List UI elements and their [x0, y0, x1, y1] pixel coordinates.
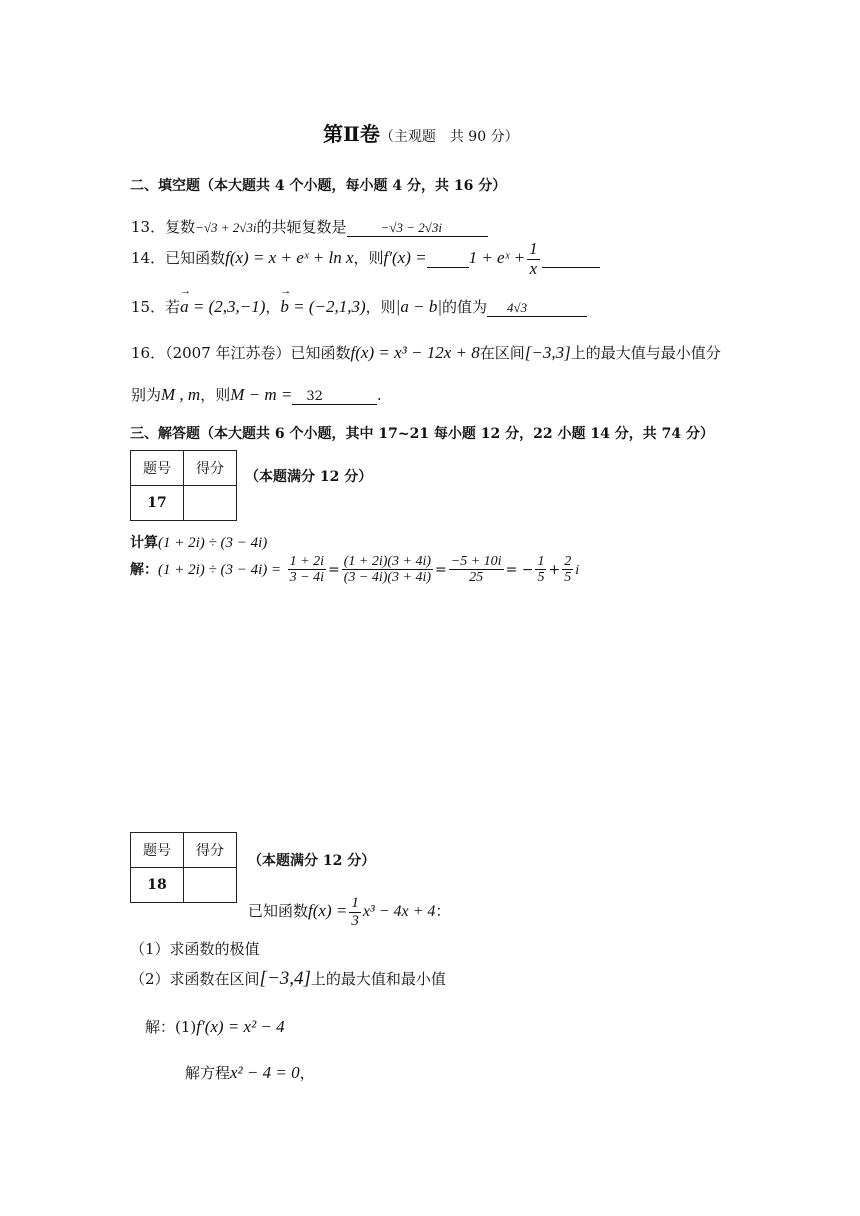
q13-blank-left — [347, 218, 381, 237]
q17-prompt-label: 计算 — [130, 535, 158, 551]
q15-vector-a: → a = (2,3,−1) — [180, 297, 265, 317]
q14-lhs: f′(x) = — [383, 248, 427, 268]
q17-f1-num: 1 + 2i — [289, 554, 324, 569]
q17-fraction-5 — [562, 554, 573, 586]
q18-given-lhs: f(x) = — [308, 901, 348, 920]
q13-text2: 的共轭复数是 — [256, 218, 347, 236]
q16-lhs: M − m = — [230, 385, 293, 404]
q18-solution2-text: 解方程 — [185, 1064, 231, 1082]
q17-f1-den: 3 − 4i — [289, 570, 324, 586]
q14-answer: 1 + eˣ + — [468, 248, 526, 268]
q17-f2-num: (1 + 2i)(3 + 4i) — [343, 554, 432, 569]
question-16-line2 — [131, 384, 382, 405]
q13-text: 复数 — [165, 218, 196, 236]
q16-end: . — [376, 386, 382, 404]
q18-number-cell: 18 — [131, 868, 184, 903]
q15-text3: 的值为 — [442, 298, 488, 316]
q16-expr: f(x) = x³ − 12x + 8 — [350, 343, 480, 362]
q18-part1: （1）求函数的极值 — [130, 940, 260, 958]
section3-heading: 三、解答题（本大题共 6 个小题，其中 17~21 每小题 12 分，22 小题 14 分，共 74 分） — [130, 426, 714, 442]
q17-table-header-number: 题号 — [131, 451, 184, 486]
q18-score-cell[interactable] — [184, 868, 237, 903]
q17-f5-num: 2 — [564, 554, 572, 569]
section2-heading: 二、填空题（本大题共 4 个小题，每小题 4 分，共 16 分） — [130, 178, 507, 194]
q14-text2: ，则 — [353, 249, 384, 268]
q18-part2-text: （2）求函数在区间 — [130, 970, 260, 988]
q18-given-end: ： — [435, 902, 451, 920]
q13-expr: −√3 + 2√3i — [195, 220, 257, 235]
q17-solution — [130, 554, 579, 586]
q18-table-header-number: 题号 — [131, 833, 184, 868]
q14-answer-fraction — [527, 240, 540, 278]
q18-part2-text2: 上的最大值和最小值 — [310, 970, 446, 988]
q17-solution-label: 解： — [130, 561, 158, 578]
q15-number: 15． — [131, 298, 166, 316]
q18-solution2-end: ， — [299, 1064, 315, 1082]
q18-given-fraction — [349, 895, 361, 929]
q18-solution-label: 解：(1) — [145, 1018, 197, 1036]
q18-fraction-num: 1 — [351, 895, 359, 911]
q17-score-table — [130, 450, 237, 521]
q14-fraction-num: 1 — [529, 239, 538, 258]
q18-score-table — [130, 832, 237, 903]
q17-eq-2: = — [435, 561, 447, 578]
q18-part2 — [130, 968, 446, 990]
q14-number: 14． — [131, 249, 166, 268]
q17-f4-num: 1 — [537, 554, 545, 569]
q17-f4-den: 5 — [537, 570, 545, 586]
question-13 — [131, 216, 488, 237]
q17-f5-den: 5 — [564, 570, 572, 586]
q15-blank-right — [527, 298, 587, 317]
q17-f2-den: (3 − 4i)(3 + 4i) — [343, 570, 432, 586]
q18-solution2-expr: x² − 4 = 0 — [230, 1063, 300, 1082]
q16-blank-right — [323, 386, 377, 405]
q17-fraction-2 — [342, 554, 433, 586]
q16-blank-left — [292, 386, 306, 405]
question-15 — [131, 296, 587, 317]
q16-mm: M , m — [161, 385, 201, 404]
q17-eq-1: = — [327, 561, 340, 578]
q18-table-header-score: 得分 — [184, 833, 237, 868]
q17-neg: = − — [505, 561, 534, 578]
q18-fraction-den: 3 — [351, 912, 359, 929]
q16-text3: 上的最大值与最小值分 — [570, 344, 721, 362]
q17-solution-lhs: (1 + 2i) ÷ (3 − 4i) = — [158, 561, 282, 578]
q14-text: 已知函数 — [165, 249, 226, 268]
q14-expr: f(x) = x + eˣ + ln x — [225, 248, 354, 268]
q16-text2: 在区间 — [479, 344, 525, 362]
q15-blank-left — [487, 298, 507, 317]
q17-number-cell: 17 — [131, 486, 184, 521]
q13-answer: −√3 − 2√3i — [380, 220, 442, 235]
q17-fraction-3 — [449, 554, 504, 586]
q15-answer: 4√3 — [507, 300, 528, 315]
q16-interval: [−3,3] — [524, 343, 571, 362]
q14-blank-left — [427, 249, 469, 268]
q15-text2: ，则 — [365, 298, 396, 316]
q18-given-text: 已知函数 — [248, 902, 309, 920]
q16-text5: ，则 — [200, 386, 231, 404]
q17-f3-den: 25 — [469, 570, 484, 586]
q18-given-rest: x³ − 4x + 4 — [362, 903, 436, 920]
page-title — [323, 118, 519, 147]
q13-blank-right — [442, 218, 488, 237]
q15-sep: ， — [265, 298, 281, 316]
q13-number: 13． — [131, 218, 166, 236]
q17-prompt-expr: (1 + 2i) ÷ (3 − 4i) — [158, 535, 268, 551]
q15-norm: |a − b| — [395, 297, 442, 316]
question-14 — [131, 240, 600, 278]
q17-fraction-4 — [535, 554, 546, 586]
q17-prompt — [130, 532, 267, 552]
q18-solution-1 — [145, 1016, 285, 1037]
q17-f3-num: −5 + 10i — [450, 554, 502, 569]
q16-text4: 别为 — [131, 386, 162, 404]
q18-given — [248, 895, 450, 929]
volume-title: 第Ⅱ卷 — [323, 122, 380, 146]
q18-part2-interval: [−3,4] — [259, 968, 311, 989]
q17-points: （本题满分 12 分） — [245, 469, 373, 485]
q18-solution-expr: f′(x) = x² − 4 — [196, 1017, 285, 1036]
q15-vector-b: → b = (−2,1,3) — [280, 297, 365, 317]
q17-plus: + — [548, 561, 561, 578]
q17-table-header-score: 得分 — [184, 451, 237, 486]
q16-number: 16． — [131, 344, 166, 362]
q18-solution-2 — [185, 1062, 315, 1083]
q17-fraction-1 — [288, 554, 326, 586]
q16-text: （2007 年江苏卷）已知函数 — [165, 344, 351, 362]
q17-imag-unit: i — [575, 562, 580, 578]
q15-text: 若 — [165, 298, 181, 316]
question-16-line1 — [131, 342, 721, 363]
volume-subtitle: （主观题 共 90 分） — [379, 129, 519, 145]
q14-fraction-den: x — [529, 258, 538, 278]
q18-points: （本题满分 12 分） — [248, 853, 376, 869]
q16-answer: 32 — [306, 389, 323, 404]
q14-blank-right — [542, 249, 600, 268]
q17-score-cell[interactable] — [184, 486, 237, 521]
